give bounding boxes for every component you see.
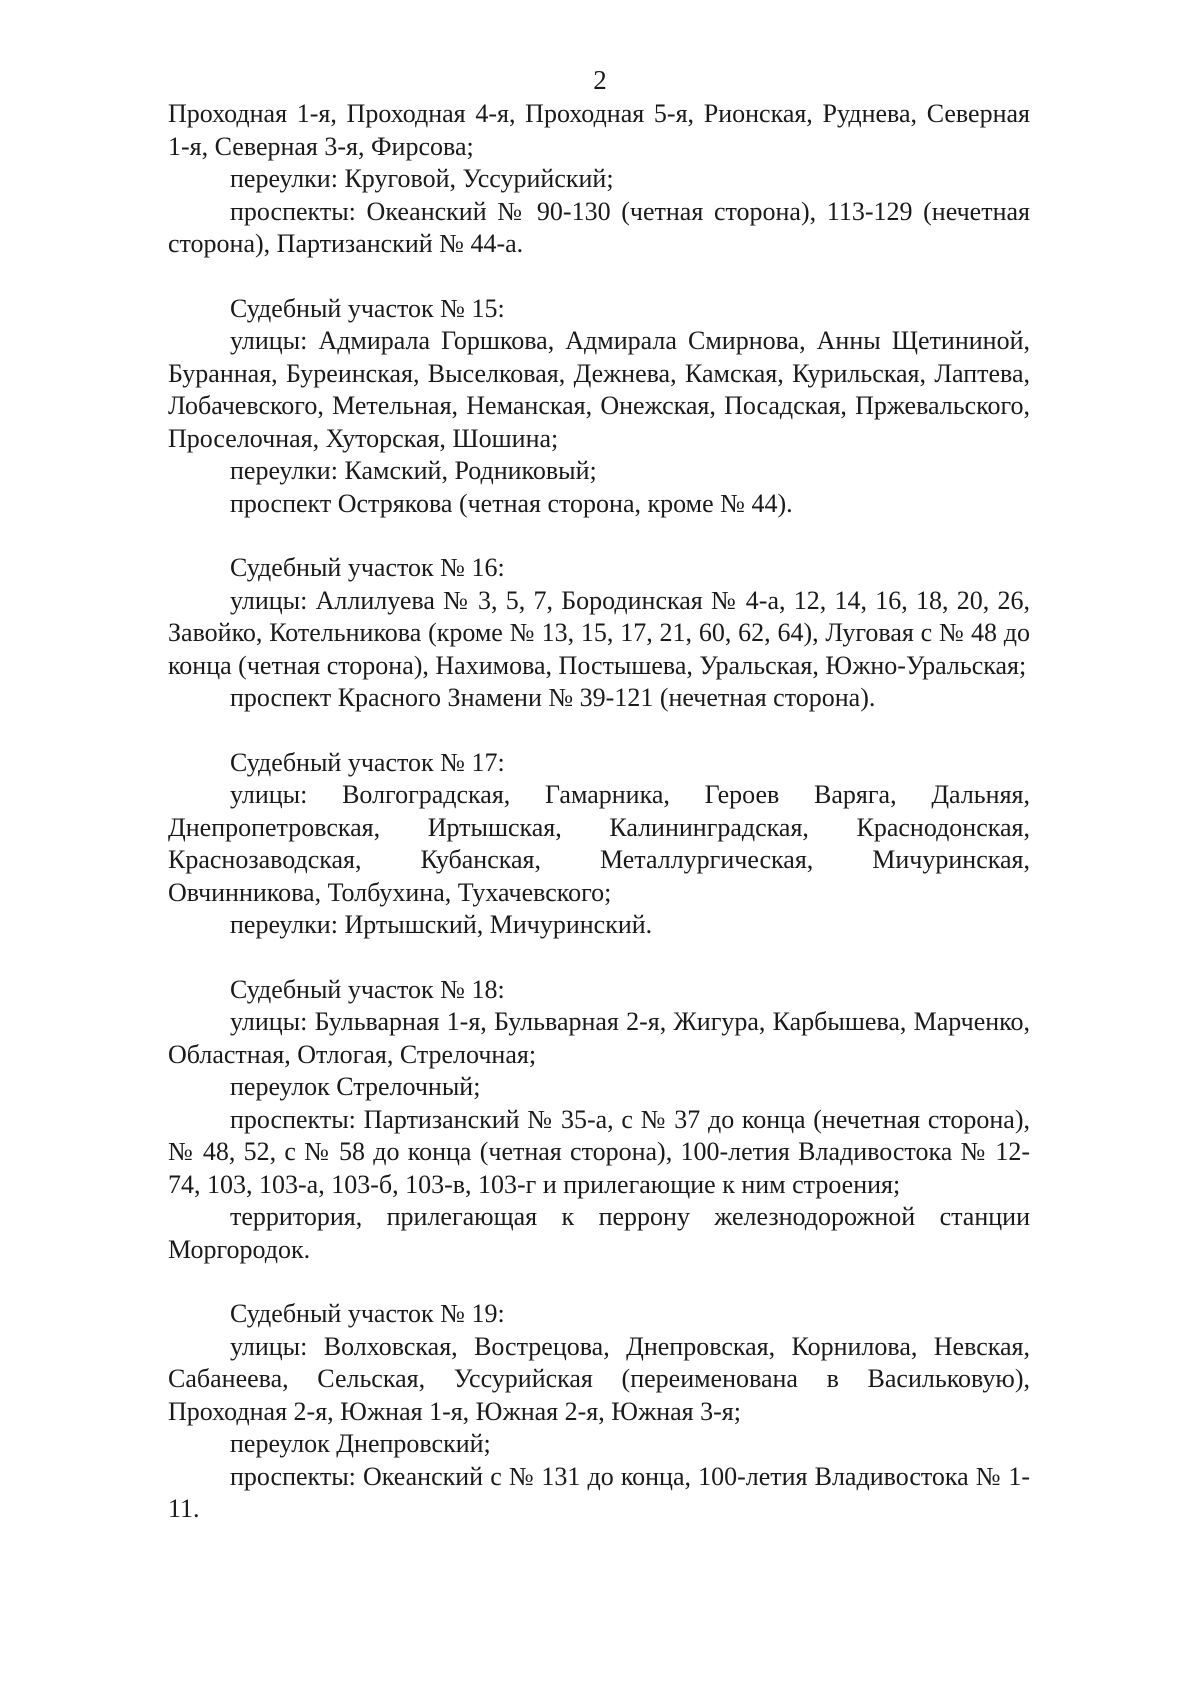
paragraph: проспекты: Океанский № 90-130 (четная сторона), 113-129 (нечетная сторона), Партизанский № 44-а. <box>168 196 1030 258</box>
court-district-18 <box>168 974 1030 1267</box>
paragraph: проспекты: Партизанский № 35-а, с № 37 до конца (нечетная сторона), № 48, 52, с № 58 до конца (четная сторона), 100-летия Владивостока № 12-74, 103, 103-а, 103-б, 103-в, 103-г и прилегающие к ним строения; <box>168 1104 1030 1199</box>
page-number: 2 <box>593 65 607 95</box>
court-district-15 <box>168 293 1030 521</box>
intro-block <box>168 98 1030 261</box>
paragraph: проспекты: Океанский с № 131 до конца, 100-летия Владивостока № 1-11. <box>168 1461 1030 1523</box>
paragraph: улицы: Аллилуева № 3, 5, 7, Бородинская № 4-а, 12, 14, 16, 18, 20, 26, Завойко, Котельникова (кроме № 13, 15, 17, 21, 60, 62, 64), Луговая с № 48 до конца (четная сторона), Нахимова, Постышева, Уральская, Южно-Уральская; <box>168 585 1030 680</box>
section-title: Судебный участок № 19: <box>230 1299 505 1328</box>
paragraph: проспект Острякова (четная сторона, кроме № 44). <box>230 488 793 518</box>
section-title: Судебный участок № 16: <box>230 553 505 582</box>
court-district-17 <box>168 747 1030 942</box>
section-title: Судебный участок № 18: <box>230 974 505 1004</box>
paragraph: переулок Стрелочный; <box>230 1072 481 1101</box>
paragraph: улицы: Волховская, Вострецова, Днепровская, Корнилова, Невская, Сабанеева, Сельская, Уссурийская (переименована в Васильковую), Проходная 2-я, Южная 1-я, Южная 2-я, Южная 3-я; <box>168 1331 1030 1426</box>
section-title: Судебный участок № 17: <box>230 747 505 777</box>
paragraph: переулки: Камский, Родниковый; <box>230 456 597 485</box>
section-title: Судебный участок № 15: <box>230 293 505 323</box>
paragraph: Проходная 1-я, Проходная 4-я, Проходная 5-я, Рионская, Руднева, Северная 1-я, Северная 3-я, Фирсова; <box>168 99 1030 161</box>
paragraph: улицы: Бульварная 1-я, Бульварная 2-я, Жигура, Карбышева, Марченко, Областная, Отлогая, Стрелочная; <box>168 1007 1030 1069</box>
court-district-19 <box>168 1298 1030 1526</box>
paragraph: переулок Днепровский; <box>230 1429 491 1458</box>
paragraph: улицы: Волгоградская, Гамарника, Героев Варяга, Дальняя, Днепропетровская, Иртышская, Калининградская, Краснодонская, Краснозаводская, Кубанская, Металлургическая, Мичуринская, Овчинникова, Толбухина, Тухачевского; <box>168 780 1030 907</box>
document-body <box>168 98 1030 1526</box>
paragraph: территория, прилегающая к перрону железнодорожной станции Моргородок. <box>168 1202 1030 1264</box>
paragraph: улицы: Адмирала Горшкова, Адмирала Смирнова, Анны Щетининой, Буранная, Буреинская, Выселковая, Дежнева, Камская, Курильская, Лаптева, Лобачевского, Метельная, Неманская, Онежская, Посадская, Пржевальского, Проселочная, Хуторская, Шошина; <box>168 326 1030 453</box>
court-district-16 <box>168 552 1030 715</box>
paragraph: переулки: Круговой, Уссурийский; <box>230 164 614 193</box>
paragraph: проспект Красного Знамени № 39-121 (нечетная сторона). <box>230 683 876 712</box>
paragraph: переулки: Иртышский, Мичуринский. <box>230 910 653 939</box>
